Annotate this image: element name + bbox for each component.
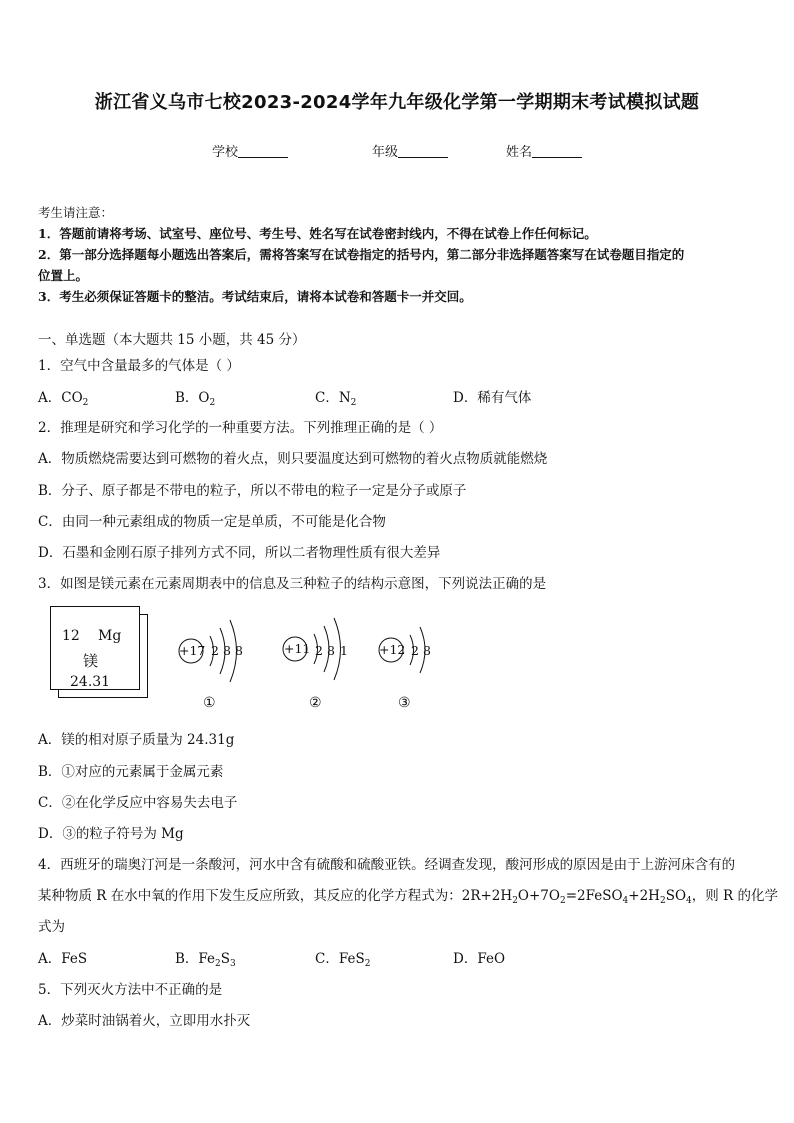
atom-2-shell-2: 8: [327, 643, 335, 658]
q1-option-a: A．$CO_2$: [38, 390, 89, 408]
atom-1-label: ①: [203, 695, 216, 711]
name-field[interactable]: [506, 141, 582, 160]
element-number: 12: [62, 628, 80, 644]
name-label: 姓名: [506, 145, 533, 160]
atom-3-shell-2: 8: [423, 643, 431, 658]
q3-option-b: B．①对应的元素属于金属元素: [38, 764, 224, 780]
element-symbol: Mg: [98, 628, 122, 644]
notice-heading: 考生请注意：: [38, 205, 114, 220]
page-title: 浙江省义乌市七校2023-2024学年九年级化学第一学期期末考试模拟试题: [94, 92, 700, 113]
atom-2-nucleus: +11: [284, 641, 311, 656]
q1-option-c: C．$N_2$: [315, 390, 357, 408]
q2-option-d: D．石墨和金刚石原子排列方式不同，所以二者物理性质有很大差异: [38, 545, 441, 561]
q2-option-a: A．物质燃烧需要达到可燃物的着火点，则只要温度达到可燃物的着火点物质就能燃烧: [38, 451, 548, 467]
atom-3-label: ③: [398, 695, 411, 711]
school-blank[interactable]: [238, 144, 288, 158]
section-heading: 一、单选题（本大题共 15 小题，共 45 分）: [38, 332, 306, 348]
atom-2-shell-1: 2: [315, 643, 323, 658]
q5-option-a: A．炒菜时油锅着火，立即用水扑灭: [38, 1013, 251, 1029]
q1-option-b: B．$O_2$: [175, 390, 216, 408]
grade-field[interactable]: [372, 141, 448, 160]
notice-item-2-cont: 位置上。: [38, 268, 89, 283]
grade-label: 年级: [372, 145, 399, 160]
school-field[interactable]: [212, 141, 288, 160]
q5-stem: 5．下列灭火方法中不正确的是: [38, 982, 223, 998]
q3-option-a: A．镁的相对原子质量为 24.31g: [38, 732, 235, 748]
atom-2-shell-3: 1: [340, 643, 348, 658]
notice-item-3: 3．考生必须保证答题卡的整洁。考试结束后，请将本试卷和答题卡一并交回。: [38, 289, 472, 304]
q3-option-d: D．③的粒子符号为 Mg: [38, 826, 184, 842]
q4-option-d: D．FeO: [453, 951, 506, 967]
q1-option-d: D．稀有气体: [453, 390, 532, 406]
name-blank[interactable]: [532, 144, 582, 158]
q2-option-b: B．分子、原子都是不带电的粒子，所以不带电的粒子一定是分子或原子: [38, 483, 467, 499]
q1-stem: 1．空气中含量最多的气体是（ ）: [38, 358, 240, 374]
q3-stem: 3．如图是镁元素在元素周期表中的信息及三种粒子的结构示意图，下列说法正确的是: [38, 576, 547, 592]
q4-line-2: 某种物质 R 在水中氧的作用下发生反应所致，其反应的化学方程式为：$2R+2H_2O+7O_2=2FeSO_4+2H_2SO_4$，则 R 的化学: [38, 888, 779, 906]
element-card: [50, 606, 148, 698]
grade-blank[interactable]: [398, 144, 448, 158]
q4-option-a: A．FeS: [38, 951, 88, 967]
atom-1-shell-2: 8: [223, 643, 231, 658]
element-mass: 24.31: [70, 674, 111, 690]
element-name: 镁: [83, 652, 99, 670]
atom-1-shell-1: 2: [211, 643, 219, 658]
atom-3-shell-1: 2: [411, 643, 419, 658]
notice-item-2: 2．第一部分选择题每小题选出答案后，需将答案写在试卷指定的括号内，第二部分非选择题答案写在试卷题目指定的: [38, 247, 685, 262]
q3-option-c: C．②在化学反应中容易失去电子: [38, 795, 238, 811]
q4-line-3: 式为: [38, 919, 65, 935]
q2-option-c: C．由同一种元素组成的物质一定是单质，不可能是化合物: [38, 514, 386, 530]
q4-option-b: B．$Fe_2S_3$: [175, 951, 236, 969]
atom-2-label: ②: [309, 695, 322, 711]
q4-option-c: C．FeS$_2$: [315, 951, 371, 969]
school-label: 学校: [212, 145, 239, 160]
atom-3-nucleus: +12: [379, 642, 406, 657]
q4-line-1: 4．西班牙的瑞奥汀河是一条酸河，河水中含有硫酸和硫酸亚铁。经调查发现，酸河形成的原因是由于上游河床含有的: [38, 857, 736, 873]
q2-stem: 2．推理是研究和学习化学的一种重要方法。下列推理正确的是（ ）: [38, 420, 443, 436]
atom-1-nucleus: +17: [179, 643, 206, 658]
notice-item-1: 1．答题前请将考场、试室号、座位号、考生号、姓名写在试卷密封线内，不得在试卷上作任何标记。: [38, 226, 597, 241]
atom-1-shell-3: 8: [235, 643, 243, 658]
